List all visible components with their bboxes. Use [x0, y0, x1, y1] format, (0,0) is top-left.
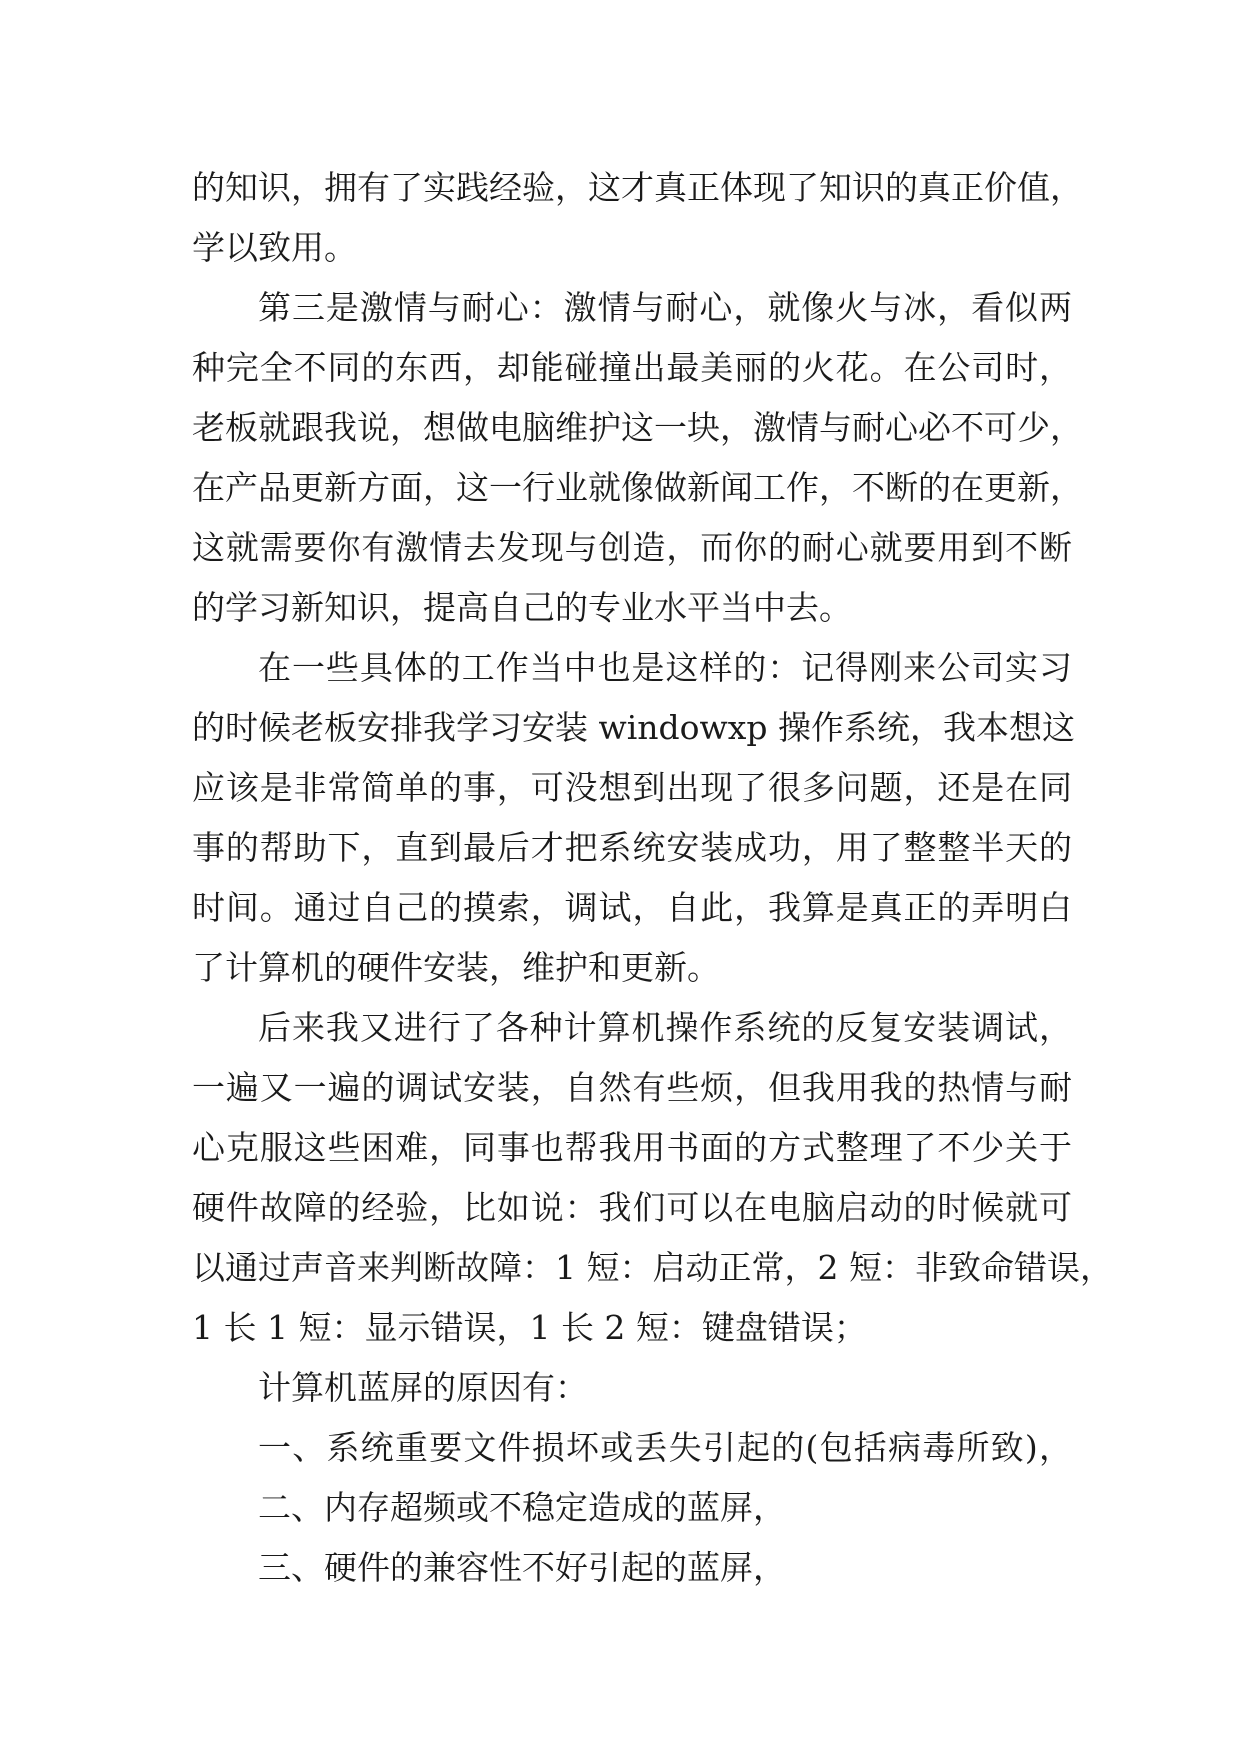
- text-line: 三、硬件的兼容性不好引起的蓝屏，: [258, 1548, 786, 1587]
- text-line: 一、系统重要文件损坏或丢失引起的(包括病毒所致)，: [258, 1428, 1072, 1467]
- text-line: 的学习新知识，提高自己的专业水平当中去。: [192, 588, 852, 627]
- text-line: 后来我又进行了各种计算机操作系统的反复安装调试，: [258, 1008, 1072, 1047]
- document-body: [192, 158, 1113, 1598]
- text-line: 心克服这些困难，同事也帮我用书面的方式整理了不少关于: [192, 1128, 1072, 1167]
- text-line: 这就需要你有激情去发现与创造，而你的耐心就要用到不断: [192, 528, 1072, 567]
- text-line: 硬件故障的经验，比如说：我们可以在电脑启动的时候就可: [192, 1188, 1072, 1227]
- text-line: 的时候老板安排我学习安装 windowxp 操作系统，我本想这: [192, 708, 1076, 747]
- text-line: 第三是激情与耐心：激情与耐心，就像火与冰，看似两: [258, 288, 1072, 327]
- text-line: 二、内存超频或不稳定造成的蓝屏，: [258, 1488, 786, 1527]
- text-line: 的知识，拥有了实践经验，这才真正体现了知识的真正价值，: [192, 168, 1083, 207]
- text-line: 事的帮助下，直到最后才把系统安装成功，用了整整半天的: [192, 828, 1072, 867]
- text-line: 学以致用。: [192, 228, 357, 267]
- text-line: 1 长 1 短：显示错误，1 长 2 短：键盘错误；: [192, 1308, 867, 1347]
- text-line: 应该是非常简单的事，可没想到出现了很多问题，还是在同: [192, 768, 1072, 807]
- text-line: 以通过声音来判断故障：1 短：启动正常，2 短：非致命错误，: [192, 1248, 1113, 1287]
- text-line: 一遍又一遍的调试安装，自然有些烦，但我用我的热情与耐: [192, 1068, 1072, 1107]
- text-line: 计算机蓝屏的原因有：: [258, 1368, 588, 1407]
- text-line: 了计算机的硬件安装，维护和更新。: [192, 948, 720, 987]
- text-line: 老板就跟我说，想做电脑维护这一块，激情与耐心必不可少，: [192, 408, 1083, 447]
- text-line: 种完全不同的东西，却能碰撞出最美丽的火花。在公司时，: [192, 348, 1072, 387]
- text-line: 在产品更新方面，这一行业就像做新闻工作，不断的在更新，: [192, 468, 1083, 507]
- text-line: 在一些具体的工作当中也是这样的：记得刚来公司实习: [258, 648, 1072, 687]
- text-line: 时间。通过自己的摸索，调试，自此，我算是真正的弄明白: [192, 888, 1072, 927]
